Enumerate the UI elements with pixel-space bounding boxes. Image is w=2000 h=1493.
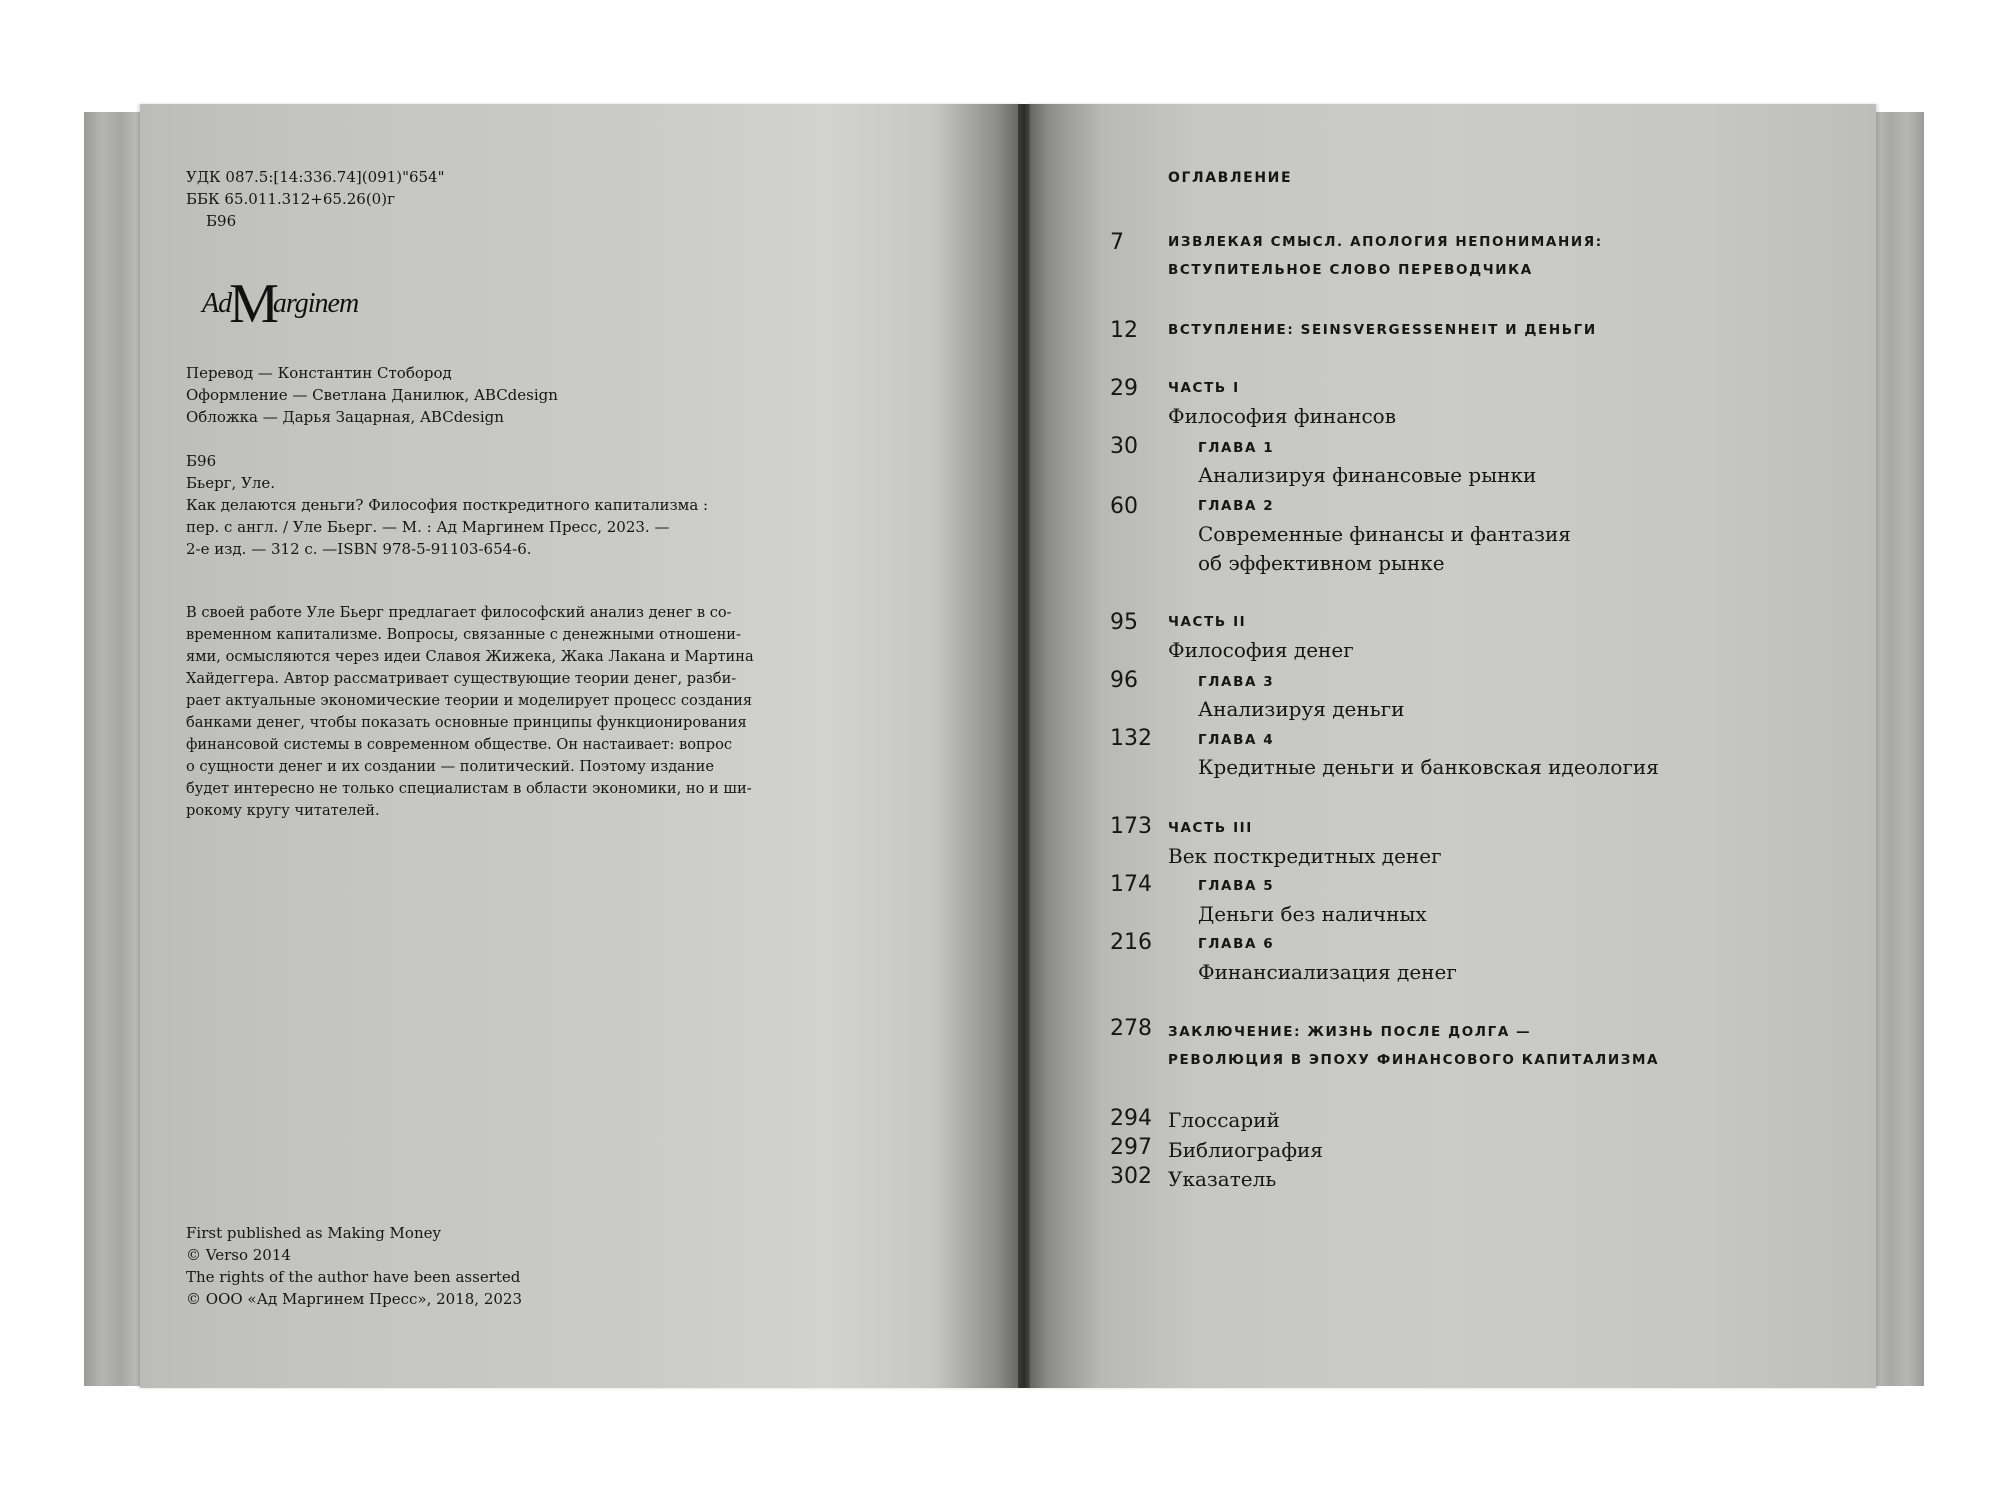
toc-chapter-label: ГЛАВА 1	[1198, 440, 1275, 456]
toc-back-matter: Библиография	[1168, 1138, 1323, 1162]
toc-page-number: 278	[1110, 1016, 1152, 1041]
abstract-line: о сущности денег и их создании — политический. Поэтому издание	[186, 758, 714, 775]
credit-cover: Обложка — Дарья Зацарная, ABCdesign	[186, 408, 504, 426]
logo-part-ad: Ad	[202, 288, 232, 319]
toc-part-title: Век посткредитных денег	[1168, 844, 1442, 868]
toc-chapter-title: Финансиализация денег	[1198, 960, 1457, 984]
toc-chapter-label: ГЛАВА 2	[1198, 498, 1275, 514]
toc-page-number: 7	[1110, 230, 1124, 255]
logo-part-arginem: arginem	[272, 288, 359, 319]
toc-page-number: 29	[1110, 376, 1138, 401]
bib-author: Бьерг, Уле.	[186, 474, 276, 492]
toc-page-number: 95	[1110, 610, 1138, 635]
toc-entry-heading: РЕВОЛЮЦИЯ В ЭПОХУ ФИНАНСОВОГО КАПИТАЛИЗМА	[1168, 1052, 1660, 1068]
toc-chapter-title: об эффективном рынке	[1198, 551, 1445, 575]
copyright-line: © ООО «Ад Маргинем Пресс», 2018, 2023	[186, 1290, 522, 1308]
toc-page-number: 60	[1110, 494, 1138, 519]
toc-part-title: Философия финансов	[1168, 404, 1396, 428]
toc-page-number: 174	[1110, 872, 1152, 897]
credit-translation: Перевод — Константин Стобород	[186, 364, 452, 382]
toc-part-label: ЧАСТЬ II	[1168, 614, 1247, 630]
publisher-logo	[202, 262, 359, 335]
toc-page-number: 12	[1110, 318, 1138, 343]
copyright-line: The rights of the author have been asserted	[186, 1268, 521, 1286]
abstract	[186, 602, 754, 822]
toc-page-number: 132	[1110, 726, 1152, 751]
toc-chapter-label: ГЛАВА 6	[1198, 936, 1275, 952]
toc-chapter-label: ГЛАВА 3	[1198, 674, 1275, 690]
toc-chapter-label: ГЛАВА 5	[1198, 878, 1275, 894]
toc-back-matter: Глоссарий	[1168, 1108, 1280, 1132]
toc-page-number: 297	[1110, 1135, 1152, 1160]
bib-edition: 2-е изд. — 312 с. —ISBN 978-5-91103-654-6.	[186, 540, 532, 558]
toc-part-title: Философия денег	[1168, 638, 1354, 662]
abstract-line: рает актуальные экономические теории и моделирует процесс создания	[186, 692, 753, 709]
toc-chapter-title: Анализируя деньги	[1198, 697, 1405, 721]
toc-chapter-title: Современные финансы и фантазия	[1198, 522, 1571, 546]
copyright-line: First published as Making Money	[186, 1224, 441, 1242]
toc-entry-heading: ИЗВЛЕКАЯ СМЫСЛ. АПОЛОГИЯ НЕПОНИМАНИЯ:	[1168, 234, 1603, 250]
book-gutter	[1018, 104, 1030, 1388]
page-edges-left	[84, 112, 144, 1386]
abstract-line: Хайдеггера. Автор рассматривает существующие теории денег, разби-	[186, 670, 737, 687]
toc-chapter-label: ГЛАВА 4	[1198, 732, 1275, 748]
toc-entry-heading: ЗАКЛЮЧЕНИЕ: ЖИЗНЬ ПОСЛЕ ДОЛГА —	[1168, 1024, 1532, 1040]
page-edges-right	[1868, 112, 1924, 1386]
abstract-line: В своей работе Уле Бьерг предлагает философский анализ денег в со-	[186, 604, 732, 621]
abstract-line: рокому кругу читателей.	[186, 802, 380, 819]
bbk-code: ББК 65.011.312+65.26(0)г	[186, 190, 395, 208]
toc-part-label: ЧАСТЬ I	[1168, 380, 1240, 396]
toc-back-matter: Указатель	[1168, 1167, 1277, 1191]
bib-title: Как делаются деньги? Философия посткредитного капитализма :	[186, 496, 709, 514]
copyright-line: © Verso 2014	[186, 1246, 291, 1264]
toc-page-number: 30	[1110, 434, 1138, 459]
author-mark: Б96	[206, 212, 237, 230]
abstract-line: ями, осмысляются через идеи Славоя Жижека, Жака Лакана и Мартина	[186, 648, 754, 665]
bib-code: Б96	[186, 452, 217, 470]
abstract-line: финансовой системы в современном обществе. Он настаивает: вопрос	[186, 736, 733, 753]
toc-chapter-title: Деньги без наличных	[1198, 902, 1427, 926]
toc-part-label: ЧАСТЬ III	[1168, 820, 1253, 836]
logo-part-m: M	[229, 273, 279, 335]
toc-page-number: 216	[1110, 930, 1152, 955]
toc-title: ОГЛАВЛЕНИЕ	[1168, 170, 1293, 186]
credit-design: Оформление — Светлана Данилюк, ABCdesign	[186, 386, 558, 404]
toc-page-number: 173	[1110, 814, 1152, 839]
abstract-line: временном капитализме. Вопросы, связанные с денежными отношени-	[186, 626, 741, 643]
toc-chapter-title: Анализируя финансовые рынки	[1198, 463, 1537, 487]
toc-entry-heading: ВСТУПЛЕНИЕ: SEINSVERGESSENHEIT И ДЕНЬГИ	[1168, 322, 1597, 338]
toc-page-number: 96	[1110, 668, 1138, 693]
toc-entry-heading: ВСТУПИТЕЛЬНОЕ СЛОВО ПЕРЕВОДЧИКА	[1168, 262, 1533, 278]
abstract-line: будет интересно не только специалистам в области экономики, но и ши-	[186, 780, 752, 797]
toc-page-number: 294	[1110, 1106, 1152, 1131]
toc-chapter-title: Кредитные деньги и банковская идеология	[1198, 755, 1659, 779]
abstract-line: банками денег, чтобы показать основные принципы функционирования	[186, 714, 747, 731]
bib-publisher: пер. с англ. / Уле Бьерг. — М. : Ад Маргинем Пресс, 2023. —	[186, 518, 670, 536]
udk-code: УДК 087.5:[14:336.74](091)"654"	[186, 168, 445, 186]
toc-page-number: 302	[1110, 1164, 1152, 1189]
